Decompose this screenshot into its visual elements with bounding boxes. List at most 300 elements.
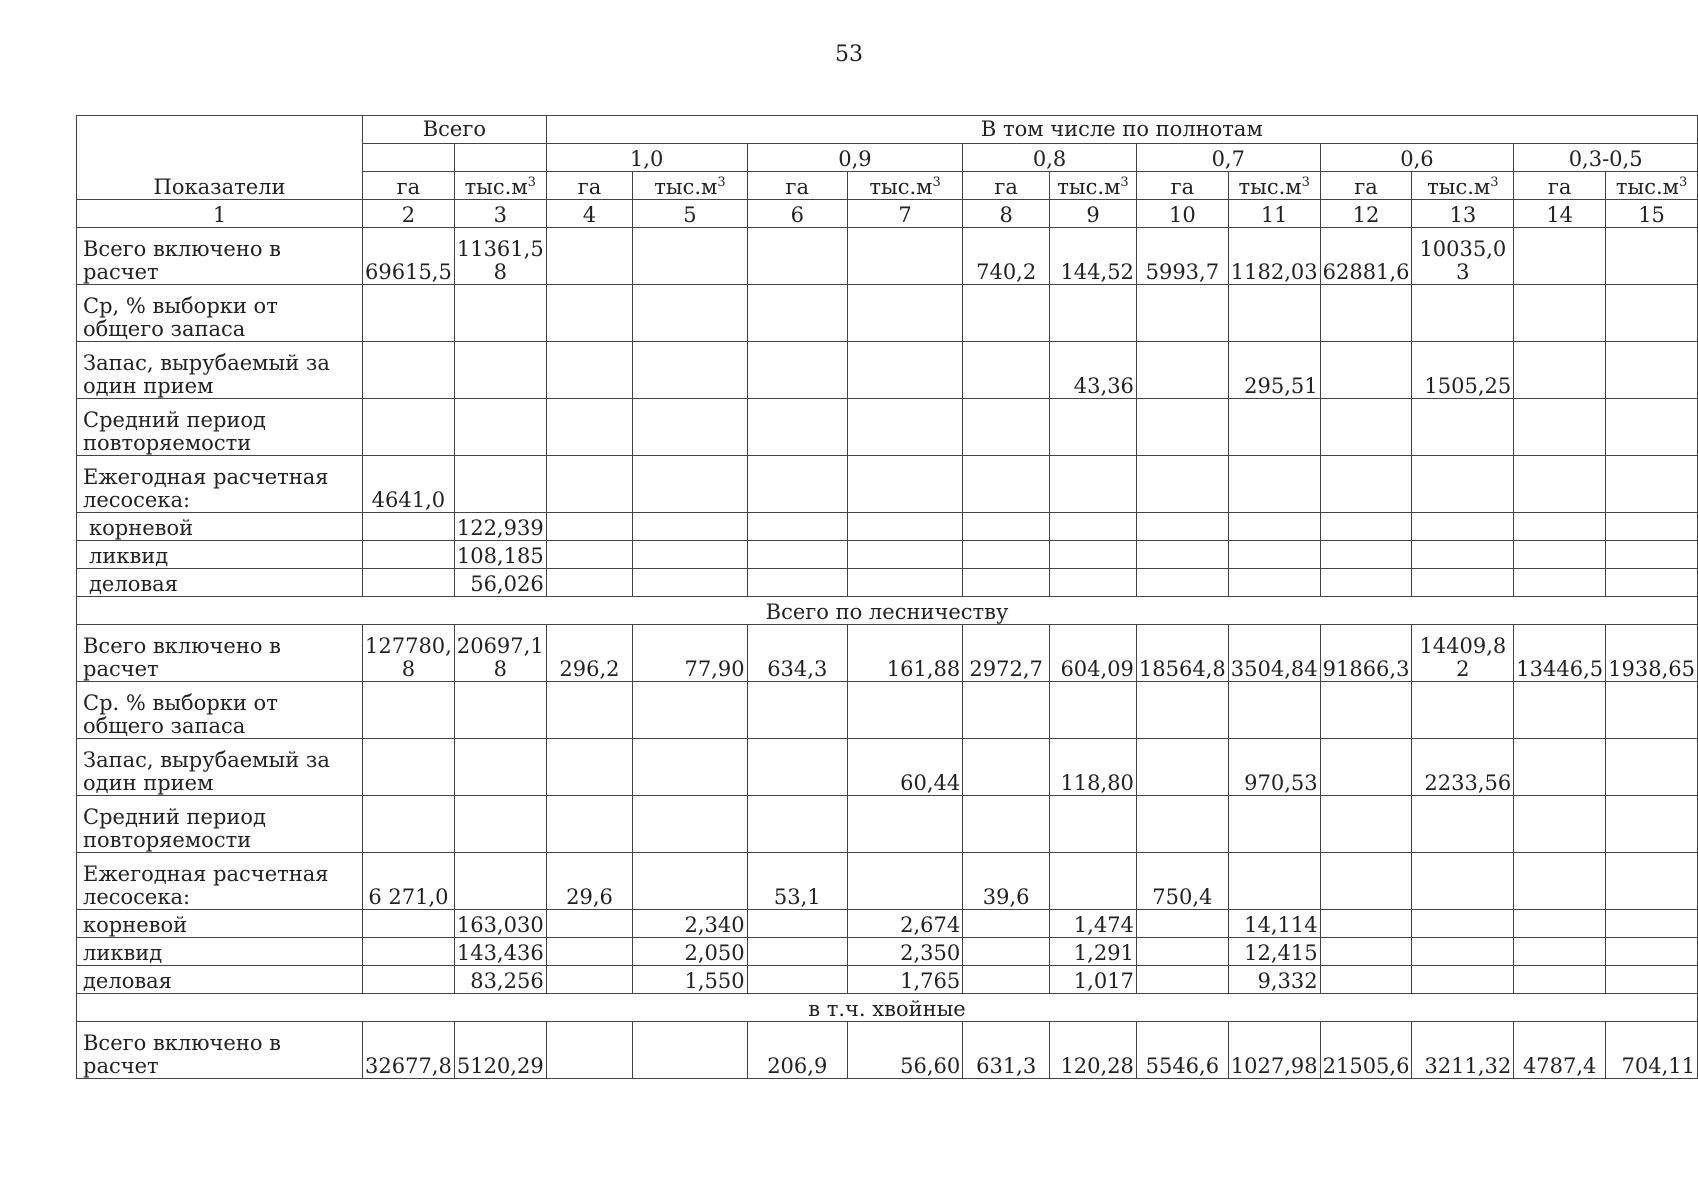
value-cell bbox=[963, 682, 1050, 739]
value-cell: 120,28 bbox=[1050, 1022, 1137, 1079]
value-cell bbox=[1320, 853, 1412, 910]
row-avg-period bbox=[77, 399, 1698, 456]
value-cell: 77,90 bbox=[633, 625, 747, 682]
value-cell: 143,436 bbox=[454, 938, 546, 966]
value-cell bbox=[1320, 910, 1412, 938]
value-cell: 21505,6 bbox=[1320, 1022, 1412, 1079]
value-cell: 163,030 bbox=[454, 910, 546, 938]
value-cell bbox=[1514, 910, 1606, 938]
header-density: 0,8 bbox=[963, 144, 1137, 172]
value-cell bbox=[1606, 342, 1698, 399]
value-cell bbox=[454, 342, 546, 399]
value-cell: 9,332 bbox=[1228, 966, 1320, 994]
value-cell: 14,114 bbox=[1228, 910, 1320, 938]
value-cell: 3211,32 bbox=[1412, 1022, 1514, 1079]
row-label: Запас, вырубаемый за один прием bbox=[77, 739, 363, 796]
value-cell bbox=[454, 796, 546, 853]
value-cell bbox=[1228, 399, 1320, 456]
value-cell bbox=[633, 228, 747, 285]
value-cell bbox=[363, 966, 455, 994]
value-cell bbox=[1050, 399, 1137, 456]
value-cell bbox=[633, 796, 747, 853]
row-root bbox=[77, 513, 1698, 541]
row-label: Средний период повторяемости bbox=[77, 796, 363, 853]
row-label: корневой bbox=[77, 513, 363, 541]
value-cell bbox=[1050, 682, 1137, 739]
header-density: 0,9 bbox=[747, 144, 963, 172]
row-label: корневой bbox=[77, 910, 363, 938]
row-liquid bbox=[77, 938, 1698, 966]
value-cell bbox=[633, 739, 747, 796]
unit-thous-m3-text: тыс.м bbox=[1238, 175, 1302, 199]
value-cell bbox=[546, 456, 633, 513]
value-cell bbox=[1514, 938, 1606, 966]
column-number: 4 bbox=[546, 200, 633, 228]
value-cell: 4787,4 bbox=[1514, 1022, 1606, 1079]
value-cell bbox=[1606, 285, 1698, 342]
section-title: Всего по лесничеству bbox=[77, 597, 1698, 625]
value-cell bbox=[963, 285, 1050, 342]
row-business bbox=[77, 966, 1698, 994]
value-cell bbox=[454, 739, 546, 796]
value-cell: 970,53 bbox=[1228, 739, 1320, 796]
value-cell bbox=[1606, 938, 1698, 966]
column-number: 10 bbox=[1136, 200, 1228, 228]
unit-thous-m3-text: тыс.м bbox=[464, 175, 528, 199]
value-cell bbox=[1412, 682, 1514, 739]
value-cell bbox=[1228, 796, 1320, 853]
value-cell: 2,050 bbox=[633, 938, 747, 966]
value-cell bbox=[847, 682, 962, 739]
value-cell bbox=[1136, 456, 1228, 513]
value-cell bbox=[1514, 569, 1606, 597]
value-cell bbox=[1136, 739, 1228, 796]
unit-ha: га bbox=[963, 172, 1050, 200]
value-cell bbox=[1136, 682, 1228, 739]
section-title-row bbox=[77, 597, 1698, 625]
unit-superscript: 3 bbox=[1301, 175, 1310, 190]
value-cell bbox=[1320, 456, 1412, 513]
row-stock-per-cut bbox=[77, 739, 1698, 796]
value-cell bbox=[1514, 513, 1606, 541]
value-cell bbox=[1606, 541, 1698, 569]
row-total-included bbox=[77, 228, 1698, 285]
unit-thous-m3 bbox=[454, 172, 546, 200]
value-cell bbox=[546, 228, 633, 285]
value-cell bbox=[1050, 569, 1137, 597]
value-cell bbox=[546, 682, 633, 739]
value-cell bbox=[1050, 513, 1137, 541]
header-density: 0,3-0,5 bbox=[1514, 144, 1698, 172]
row-label: деловая bbox=[77, 966, 363, 994]
value-cell: 5120,29 bbox=[454, 1022, 546, 1079]
value-cell bbox=[1514, 285, 1606, 342]
row-avg-pct bbox=[77, 682, 1698, 739]
value-cell bbox=[747, 739, 847, 796]
value-cell bbox=[633, 569, 747, 597]
value-cell bbox=[546, 569, 633, 597]
unit-superscript: 3 bbox=[717, 175, 726, 190]
value-cell bbox=[1320, 966, 1412, 994]
value-cell bbox=[1320, 569, 1412, 597]
value-cell bbox=[1136, 966, 1228, 994]
value-cell bbox=[963, 910, 1050, 938]
value-cell bbox=[963, 541, 1050, 569]
value-cell bbox=[363, 739, 455, 796]
value-cell bbox=[1320, 399, 1412, 456]
value-cell bbox=[1412, 541, 1514, 569]
value-cell: 118,80 bbox=[1050, 739, 1137, 796]
unit-thous-m3 bbox=[633, 172, 747, 200]
value-cell bbox=[1412, 938, 1514, 966]
header-blank bbox=[363, 144, 455, 172]
row-label: Запас, вырубаемый за один прием bbox=[77, 342, 363, 399]
column-number: 5 bbox=[633, 200, 747, 228]
unit-thous-m3-text: тыс.м bbox=[1427, 175, 1491, 199]
value-cell bbox=[454, 682, 546, 739]
column-number: 14 bbox=[1514, 200, 1606, 228]
column-number: 9 bbox=[1050, 200, 1137, 228]
row-total-included bbox=[77, 1022, 1698, 1079]
row-avg-period bbox=[77, 796, 1698, 853]
value-cell bbox=[363, 342, 455, 399]
value-cell: 53,1 bbox=[747, 853, 847, 910]
column-number: 11 bbox=[1228, 200, 1320, 228]
row-label: ликвид bbox=[77, 938, 363, 966]
value-cell bbox=[747, 682, 847, 739]
value-cell bbox=[847, 456, 962, 513]
value-cell bbox=[747, 569, 847, 597]
value-cell bbox=[847, 285, 962, 342]
value-cell bbox=[747, 456, 847, 513]
value-cell: 122,939 bbox=[454, 513, 546, 541]
value-cell bbox=[1228, 853, 1320, 910]
unit-thous-m3 bbox=[1412, 172, 1514, 200]
value-cell bbox=[1606, 399, 1698, 456]
row-business bbox=[77, 569, 1698, 597]
value-cell bbox=[747, 910, 847, 938]
header-density: 0,6 bbox=[1320, 144, 1514, 172]
value-cell bbox=[847, 569, 962, 597]
value-cell: 60,44 bbox=[847, 739, 962, 796]
value-cell bbox=[847, 853, 962, 910]
value-cell bbox=[1606, 966, 1698, 994]
value-cell: 634,3 bbox=[747, 625, 847, 682]
value-cell: 631,3 bbox=[963, 1022, 1050, 1079]
unit-superscript: 3 bbox=[1120, 175, 1129, 190]
unit-thous-m3-text: тыс.м bbox=[654, 175, 718, 199]
value-cell: 69615,5 bbox=[363, 228, 455, 285]
value-cell bbox=[363, 910, 455, 938]
unit-ha: га bbox=[363, 172, 455, 200]
value-cell: 39,6 bbox=[963, 853, 1050, 910]
row-label: Ср. % выборки от общего запаса bbox=[77, 682, 363, 739]
header-total: Всего bbox=[363, 116, 547, 144]
value-cell bbox=[1050, 456, 1137, 513]
value-cell: 14409,82 bbox=[1412, 625, 1514, 682]
value-cell bbox=[546, 342, 633, 399]
value-cell: 4641,0 bbox=[363, 456, 455, 513]
value-cell bbox=[1606, 682, 1698, 739]
value-cell bbox=[546, 285, 633, 342]
value-cell: 1027,98 bbox=[1228, 1022, 1320, 1079]
value-cell bbox=[1412, 285, 1514, 342]
value-cell: 2233,56 bbox=[1412, 739, 1514, 796]
value-cell bbox=[1606, 853, 1698, 910]
value-cell: 750,4 bbox=[1136, 853, 1228, 910]
value-cell bbox=[1050, 796, 1137, 853]
value-cell: 91866,3 bbox=[1320, 625, 1412, 682]
value-cell bbox=[1412, 456, 1514, 513]
row-label: Ср, % выборки от общего запаса bbox=[77, 285, 363, 342]
section-title-row bbox=[77, 994, 1698, 1022]
value-cell bbox=[1136, 399, 1228, 456]
value-cell bbox=[1514, 796, 1606, 853]
header-density: 0,7 bbox=[1136, 144, 1320, 172]
value-cell bbox=[454, 853, 546, 910]
value-cell bbox=[546, 739, 633, 796]
value-cell bbox=[847, 796, 962, 853]
column-numbers-row bbox=[77, 200, 1698, 228]
value-cell bbox=[633, 456, 747, 513]
value-cell: 20697,18 bbox=[454, 625, 546, 682]
value-cell bbox=[847, 399, 962, 456]
value-cell bbox=[847, 342, 962, 399]
value-cell bbox=[1412, 796, 1514, 853]
row-label: деловая bbox=[77, 569, 363, 597]
value-cell bbox=[1606, 569, 1698, 597]
value-cell bbox=[847, 541, 962, 569]
row-avg-pct bbox=[77, 285, 1698, 342]
value-cell: 127780,8 bbox=[363, 625, 455, 682]
value-cell: 161,88 bbox=[847, 625, 962, 682]
unit-thous-m3 bbox=[847, 172, 962, 200]
row-liquid bbox=[77, 541, 1698, 569]
value-cell: 12,415 bbox=[1228, 938, 1320, 966]
value-cell bbox=[1514, 966, 1606, 994]
value-cell: 5993,7 bbox=[1136, 228, 1228, 285]
value-cell: 6 271,0 bbox=[363, 853, 455, 910]
value-cell bbox=[747, 966, 847, 994]
value-cell bbox=[1136, 796, 1228, 853]
value-cell bbox=[747, 228, 847, 285]
value-cell bbox=[546, 910, 633, 938]
value-cell bbox=[1514, 342, 1606, 399]
row-label: Средний период повторяемости bbox=[77, 399, 363, 456]
value-cell bbox=[1136, 910, 1228, 938]
value-cell bbox=[363, 796, 455, 853]
value-cell bbox=[1320, 541, 1412, 569]
value-cell bbox=[1228, 513, 1320, 541]
value-cell bbox=[1412, 853, 1514, 910]
value-cell: 604,09 bbox=[1050, 625, 1137, 682]
value-cell: 2,340 bbox=[633, 910, 747, 938]
value-cell bbox=[1514, 228, 1606, 285]
value-cell bbox=[963, 513, 1050, 541]
value-cell: 1,474 bbox=[1050, 910, 1137, 938]
row-label: Всего включено в расчет bbox=[77, 625, 363, 682]
unit-ha: га bbox=[747, 172, 847, 200]
value-cell bbox=[1412, 569, 1514, 597]
value-cell: 1,765 bbox=[847, 966, 962, 994]
column-number: 7 bbox=[847, 200, 962, 228]
row-label: Всего включено в расчет bbox=[77, 1022, 363, 1079]
value-cell bbox=[1228, 541, 1320, 569]
value-cell bbox=[1412, 513, 1514, 541]
unit-thous-m3-text: тыс.м bbox=[1615, 175, 1679, 199]
value-cell bbox=[747, 541, 847, 569]
column-number: 1 bbox=[77, 200, 363, 228]
page-number: 53 bbox=[835, 42, 863, 67]
row-label: Ежегодная расчетная лесосека: bbox=[77, 853, 363, 910]
value-cell: 32677,8 bbox=[363, 1022, 455, 1079]
value-cell bbox=[546, 541, 633, 569]
header-including: В том числе по полнотам bbox=[546, 116, 1697, 144]
value-cell bbox=[633, 399, 747, 456]
value-cell bbox=[363, 682, 455, 739]
value-cell bbox=[1412, 910, 1514, 938]
column-number: 2 bbox=[363, 200, 455, 228]
value-cell bbox=[546, 1022, 633, 1079]
value-cell bbox=[747, 285, 847, 342]
row-label: Ежегодная расчетная лесосека: bbox=[77, 456, 363, 513]
value-cell bbox=[747, 513, 847, 541]
forest-cut-table bbox=[76, 115, 1698, 1079]
value-cell bbox=[1228, 456, 1320, 513]
row-annual-cut bbox=[77, 853, 1698, 910]
value-cell bbox=[1228, 569, 1320, 597]
value-cell bbox=[546, 399, 633, 456]
value-cell: 144,52 bbox=[1050, 228, 1137, 285]
header-blank bbox=[454, 144, 546, 172]
value-cell bbox=[963, 938, 1050, 966]
unit-thous-m3-text: тыс.м bbox=[869, 175, 933, 199]
value-cell bbox=[546, 938, 633, 966]
unit-thous-m3 bbox=[1050, 172, 1137, 200]
row-label: Всего включено в расчет bbox=[77, 228, 363, 285]
value-cell bbox=[1514, 853, 1606, 910]
value-cell bbox=[363, 513, 455, 541]
value-cell: 2,350 bbox=[847, 938, 962, 966]
value-cell bbox=[1050, 285, 1137, 342]
unit-thous-m3 bbox=[1228, 172, 1320, 200]
unit-superscript: 3 bbox=[1678, 175, 1688, 190]
value-cell bbox=[1514, 399, 1606, 456]
value-cell bbox=[747, 342, 847, 399]
value-cell bbox=[454, 456, 546, 513]
value-cell bbox=[1136, 541, 1228, 569]
column-number: 12 bbox=[1320, 200, 1412, 228]
value-cell bbox=[633, 1022, 747, 1079]
value-cell: 1182,03 bbox=[1228, 228, 1320, 285]
row-annual-cut bbox=[77, 456, 1698, 513]
value-cell bbox=[1412, 966, 1514, 994]
value-cell bbox=[847, 513, 962, 541]
value-cell: 83,256 bbox=[454, 966, 546, 994]
value-cell bbox=[1514, 739, 1606, 796]
value-cell: 56,60 bbox=[847, 1022, 962, 1079]
value-cell bbox=[1412, 399, 1514, 456]
column-number: 6 bbox=[747, 200, 847, 228]
value-cell bbox=[1136, 569, 1228, 597]
value-cell bbox=[963, 966, 1050, 994]
value-cell bbox=[1606, 739, 1698, 796]
header-indicator: Показатели bbox=[77, 116, 363, 200]
value-cell bbox=[1320, 796, 1412, 853]
value-cell bbox=[633, 513, 747, 541]
value-cell: 13446,5 bbox=[1514, 625, 1606, 682]
value-cell bbox=[363, 399, 455, 456]
column-number: 3 bbox=[454, 200, 546, 228]
value-cell bbox=[1514, 682, 1606, 739]
value-cell bbox=[1050, 541, 1137, 569]
value-cell bbox=[963, 739, 1050, 796]
value-cell bbox=[454, 399, 546, 456]
column-number: 13 bbox=[1412, 200, 1514, 228]
value-cell bbox=[454, 285, 546, 342]
value-cell: 1,291 bbox=[1050, 938, 1137, 966]
value-cell: 2,674 bbox=[847, 910, 962, 938]
value-cell bbox=[546, 796, 633, 853]
value-cell bbox=[1606, 513, 1698, 541]
value-cell: 740,2 bbox=[963, 228, 1050, 285]
value-cell: 1505,25 bbox=[1412, 342, 1514, 399]
value-cell: 62881,6 bbox=[1320, 228, 1412, 285]
value-cell bbox=[546, 513, 633, 541]
value-cell bbox=[1228, 682, 1320, 739]
value-cell bbox=[633, 682, 747, 739]
value-cell: 296,2 bbox=[546, 625, 633, 682]
value-cell bbox=[633, 342, 747, 399]
value-cell: 206,9 bbox=[747, 1022, 847, 1079]
value-cell bbox=[1320, 739, 1412, 796]
value-cell bbox=[1320, 285, 1412, 342]
value-cell bbox=[963, 569, 1050, 597]
value-cell bbox=[1136, 513, 1228, 541]
value-cell: 1,017 bbox=[1050, 966, 1137, 994]
value-cell bbox=[847, 228, 962, 285]
value-cell bbox=[1136, 342, 1228, 399]
value-cell: 3504,84 bbox=[1228, 625, 1320, 682]
value-cell: 18564,8 bbox=[1136, 625, 1228, 682]
value-cell bbox=[1136, 938, 1228, 966]
unit-ha: га bbox=[1136, 172, 1228, 200]
column-number: 15 bbox=[1606, 200, 1698, 228]
value-cell: 5546,6 bbox=[1136, 1022, 1228, 1079]
value-cell bbox=[1514, 541, 1606, 569]
value-cell bbox=[363, 541, 455, 569]
row-label: ликвид bbox=[77, 541, 363, 569]
value-cell bbox=[1606, 456, 1698, 513]
unit-superscript: 3 bbox=[1490, 175, 1499, 190]
section-title: в т.ч. хвойные bbox=[77, 994, 1698, 1022]
header-density: 1,0 bbox=[546, 144, 747, 172]
value-cell bbox=[1320, 342, 1412, 399]
row-stock-per-cut bbox=[77, 342, 1698, 399]
row-root bbox=[77, 910, 1698, 938]
value-cell: 1,550 bbox=[633, 966, 747, 994]
unit-thous-m3 bbox=[1606, 172, 1698, 200]
value-cell bbox=[633, 285, 747, 342]
value-cell bbox=[1320, 513, 1412, 541]
value-cell bbox=[1050, 853, 1137, 910]
row-total-included bbox=[77, 625, 1698, 682]
value-cell: 295,51 bbox=[1228, 342, 1320, 399]
value-cell bbox=[363, 938, 455, 966]
value-cell bbox=[963, 399, 1050, 456]
unit-superscript: 3 bbox=[527, 175, 536, 190]
unit-ha: га bbox=[1514, 172, 1606, 200]
